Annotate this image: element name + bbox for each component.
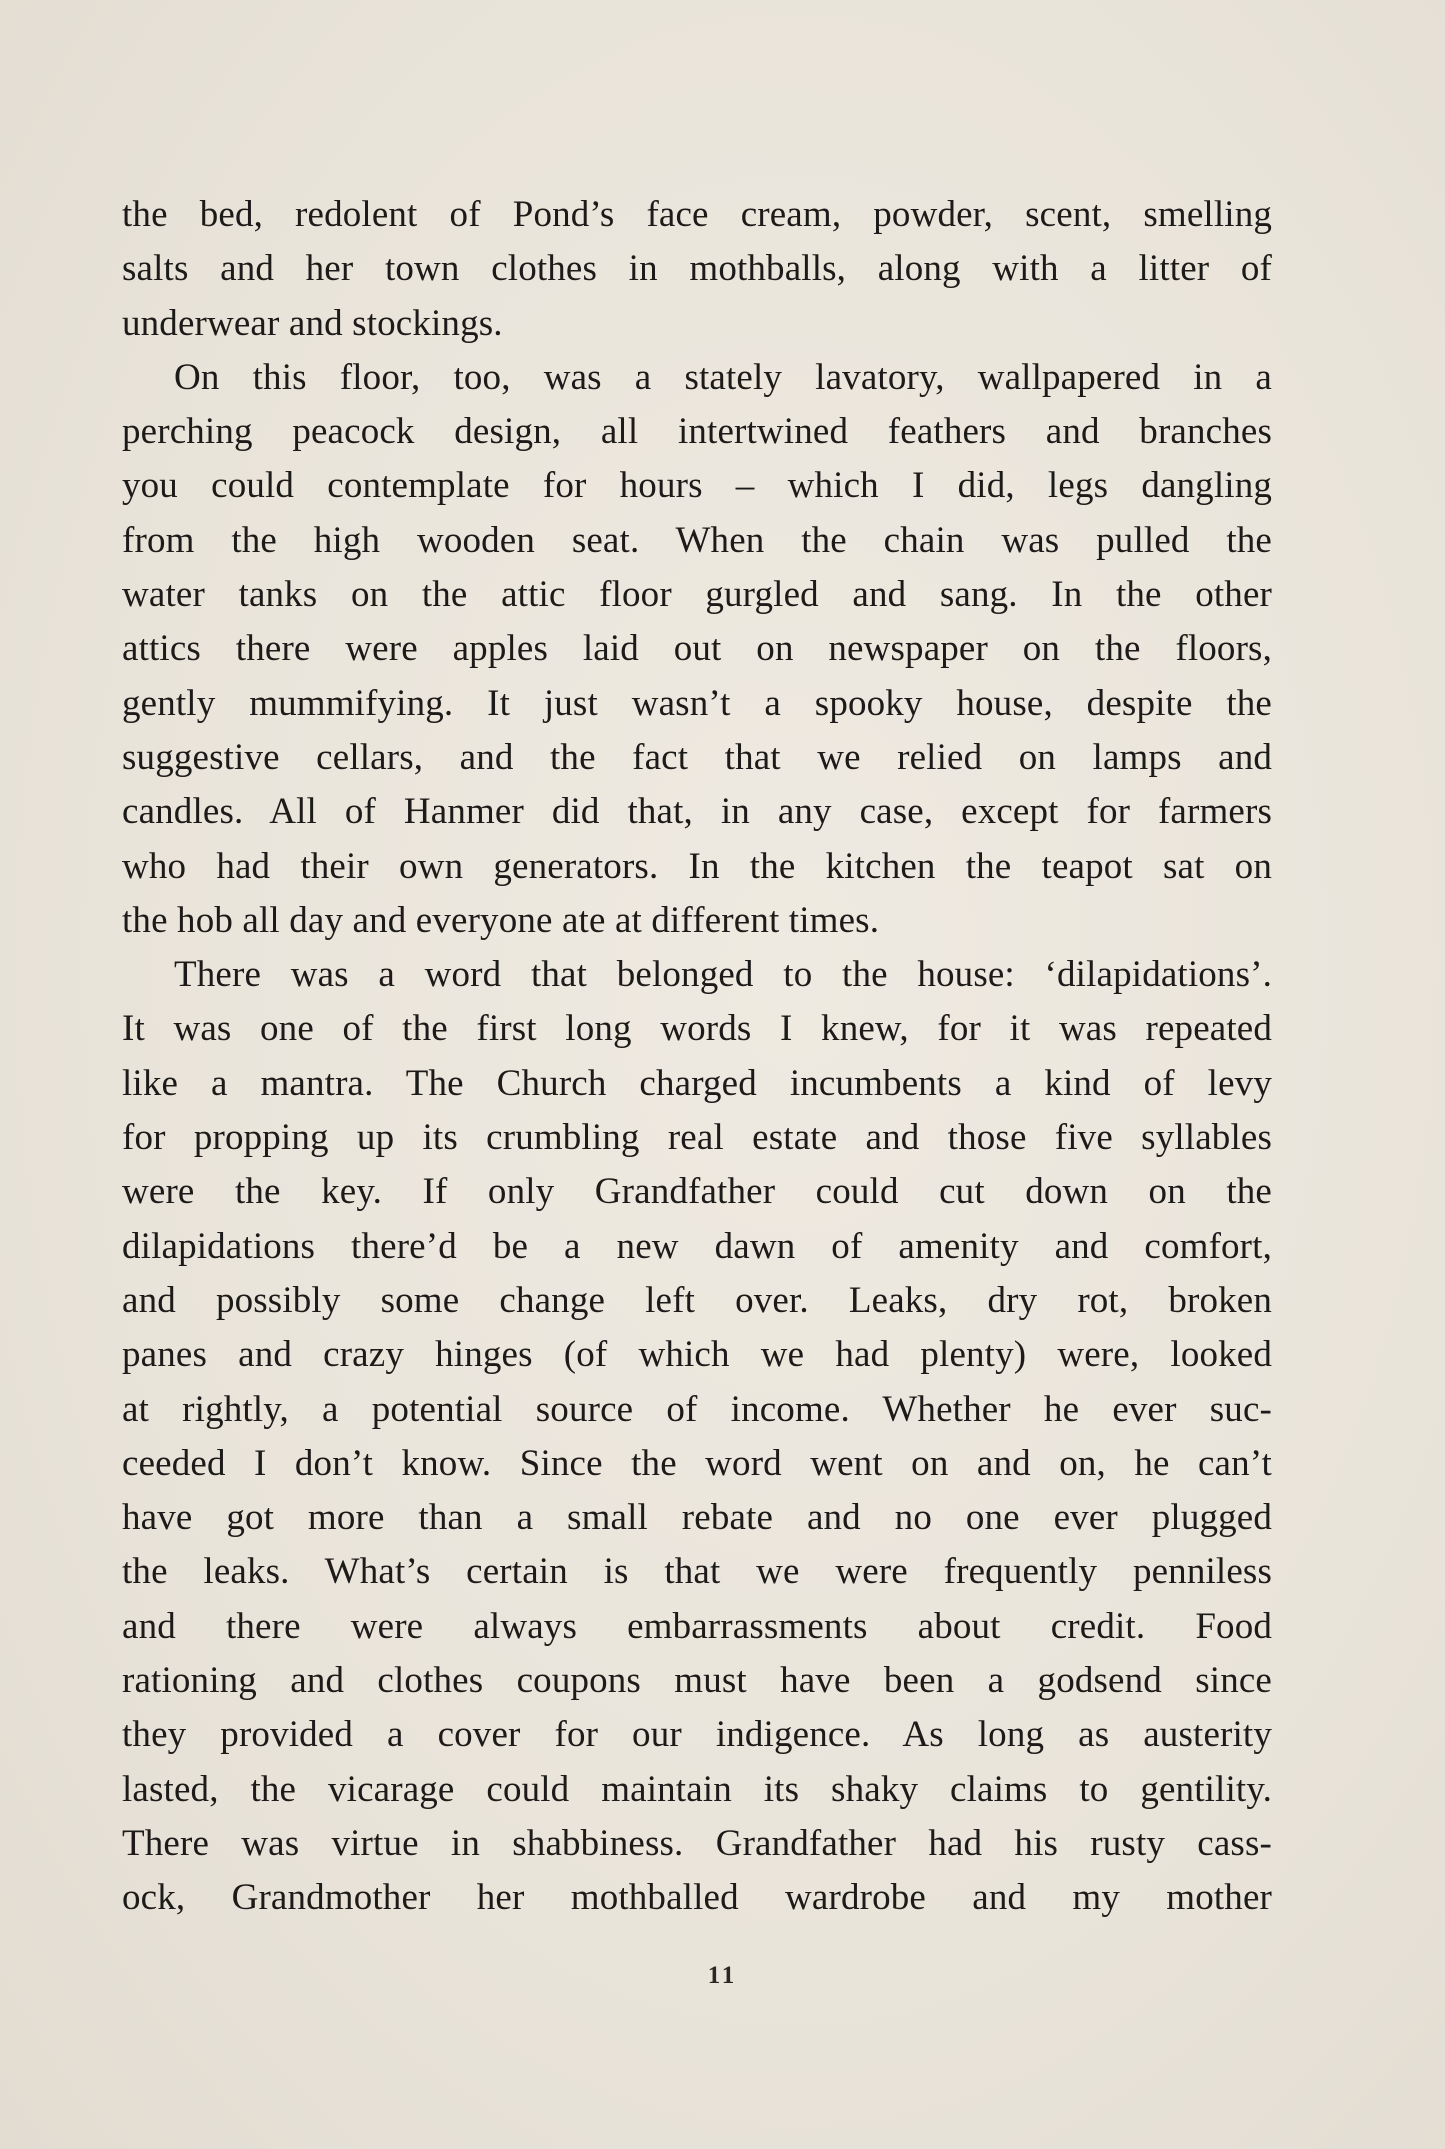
text-line: the leaks. What’s certain is that we were frequently penniless [122, 1551, 1272, 1593]
text-line: and there were always embarrassments about credit. Food [122, 1605, 1272, 1647]
page-number: 11 [707, 1962, 738, 1989]
text-line: dilapidations there’d be a new dawn of amenity and comfort, [122, 1225, 1272, 1267]
text-line: you could contemplate for hours – which I did, legs dangling [122, 465, 1272, 507]
text-line: and possibly some change left over. Leaks, dry rot, broken [122, 1279, 1272, 1321]
text-line: who had their own generators. In the kitchen the teapot sat on [122, 845, 1272, 887]
text-line: suggestive cellars, and the fact that we relied on lamps and [122, 736, 1272, 778]
text-line: There was a word that belonged to the house: ‘dilapidations’. [174, 954, 1272, 996]
text-line: perching peacock design, all intertwined feathers and branches [122, 411, 1272, 453]
text-line: It was one of the first long words I knew, for it was repeated [122, 1008, 1272, 1050]
text-line: On this floor, too, was a stately lavatory, wallpapered in a [174, 356, 1272, 398]
text-line: attics there were apples laid out on newspaper on the floors, [122, 628, 1272, 670]
text-line: lasted, the vicarage could maintain its shaky claims to gentility. [122, 1768, 1272, 1810]
body-text [122, 188, 1272, 1926]
text-line: rationing and clothes coupons must have been a godsend since [122, 1660, 1272, 1702]
text-line: salts and her town clothes in mothballs, along with a litter of [122, 248, 1272, 290]
text-line: the bed, redolent of Pond’s face cream, powder, scent, smelling [122, 194, 1272, 235]
text-line: panes and crazy hinges (of which we had plenty) were, looked [122, 1334, 1272, 1376]
text-line: for propping up its crumbling real estate and those five syllables [122, 1117, 1272, 1159]
text-line: they provided a cover for our indigence. As long as austerity [122, 1714, 1272, 1756]
text-line: the hob all day and everyone ate at different times. [122, 899, 880, 941]
text-line: water tanks on the attic floor gurgled and sang. In the other [122, 574, 1272, 616]
text-line: were the key. If only Grandfather could cut down on the [122, 1171, 1272, 1213]
text-line: have got more than a small rebate and no one ever plugged [122, 1497, 1272, 1539]
text-line: underwear and stockings. [122, 302, 503, 344]
text-line: like a mantra. The Church charged incumbents a kind of levy [122, 1062, 1272, 1104]
text-line: from the high wooden seat. When the chain was pulled the [122, 519, 1272, 561]
text-line: ceeded I don’t know. Since the word went on and on, he can’t [122, 1442, 1272, 1484]
text-line: gently mummifying. It just wasn’t a spooky house, despite the [122, 682, 1272, 724]
text-line: candles. All of Hanmer did that, in any case, except for farmers [122, 791, 1272, 833]
text-line: at rightly, a potential source of income. Whether he ever suc- [122, 1388, 1272, 1430]
text-line: ock, Grandmother her mothballed wardrobe and my mother [122, 1877, 1272, 1919]
text-line: There was virtue in shabbiness. Grandfather had his rusty cass- [122, 1822, 1272, 1864]
